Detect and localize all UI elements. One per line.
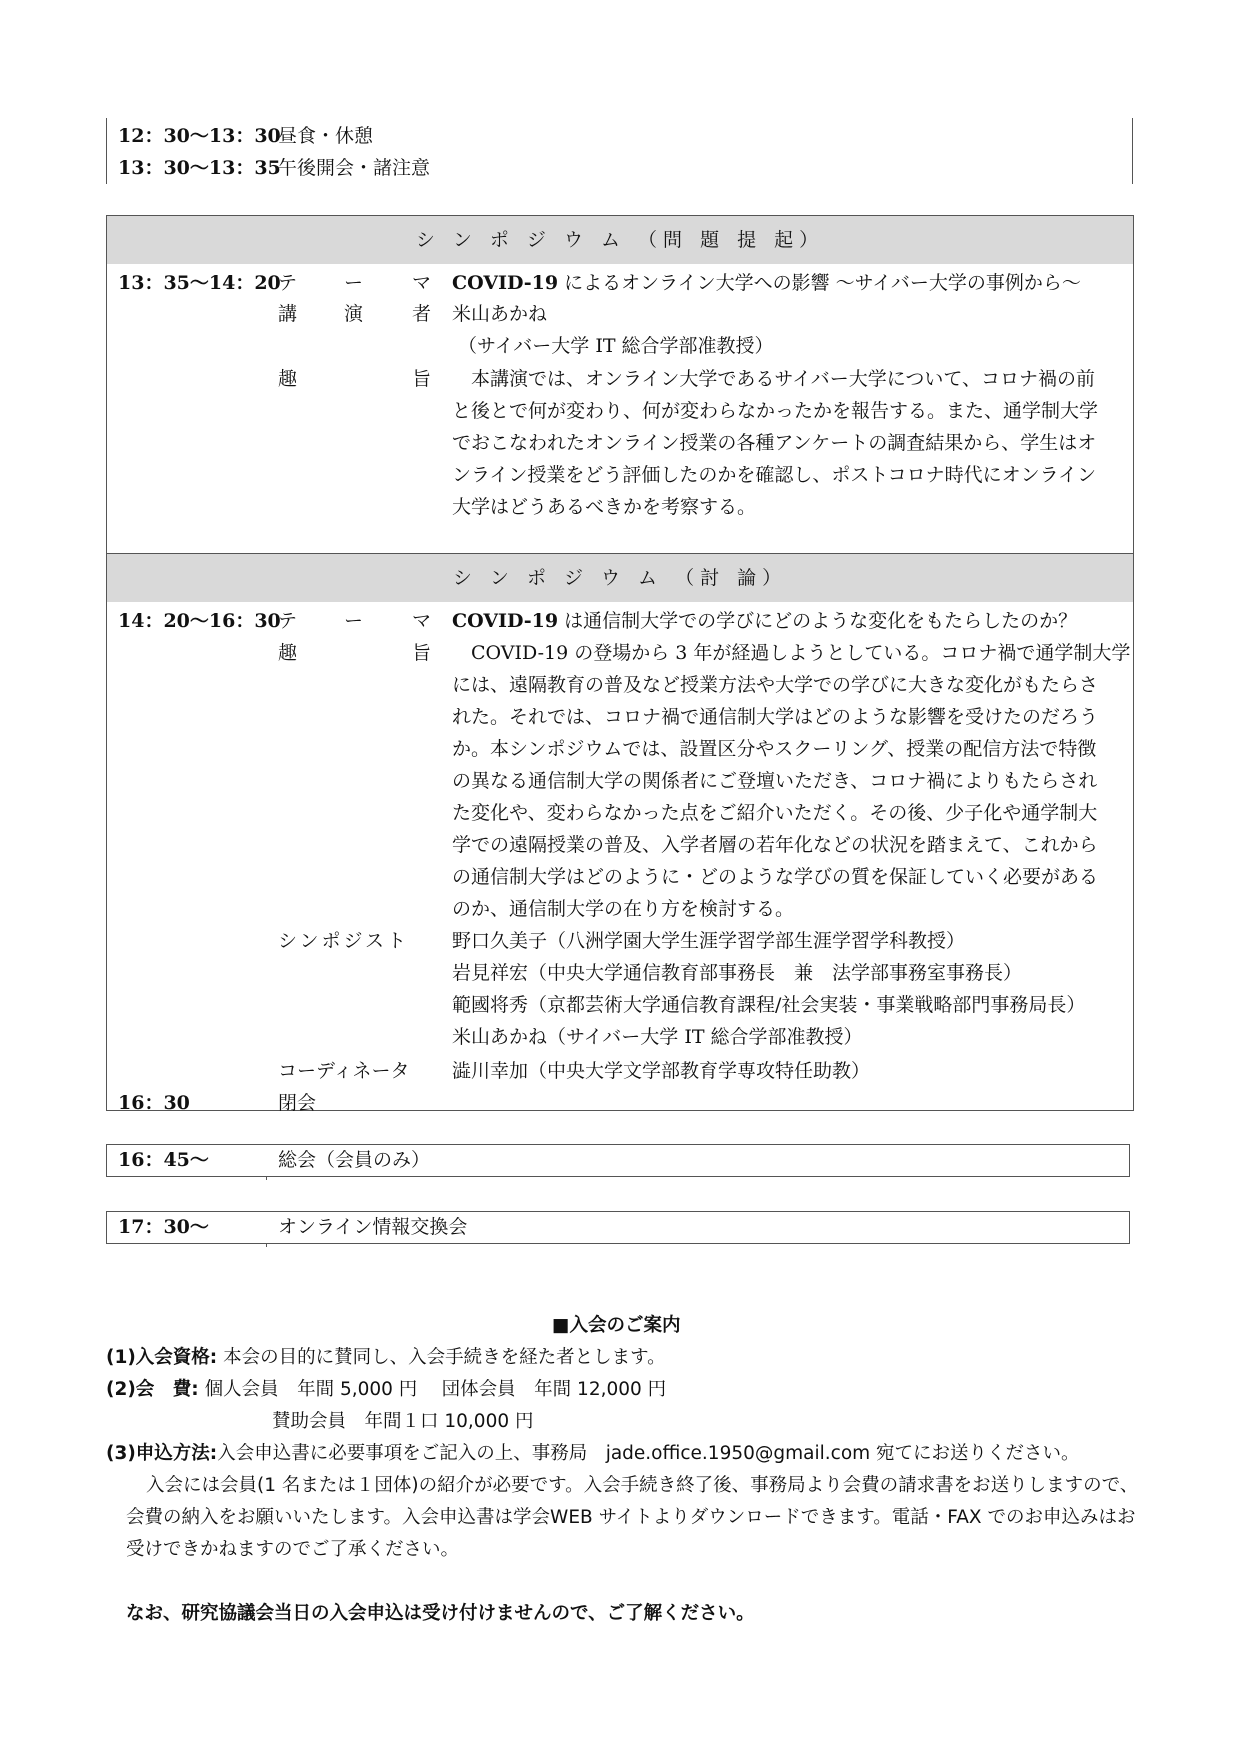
symposium-discussion-header: シ ン ポ ジ ウ ム （討 論）: [107, 554, 1133, 602]
sym2-purpose-line: れた。それでは、コロナ禍で通信制大学はどのような影響を受けたのだろう: [452, 706, 1099, 728]
sym1-purpose-line: 本講演では、オンライン大学であるサイバー大学について、コロナ禍の前: [452, 368, 1095, 390]
sym1-speaker: 米山あかね: [452, 303, 548, 325]
fee-label: (2)会 費:: [106, 1379, 199, 1400]
sym1-purpose-line: と後とで何が変わり、何が変わらなかったかを報告する。また、通学制大学: [452, 400, 1099, 422]
apply-text: 入会申込書に必要事項をご記入の上、事務局 jade.office.1950@gmail.com 宛てにお送りください。: [217, 1443, 1080, 1464]
exchange-label: オンライン情報交換会: [278, 1216, 468, 1238]
sym2-theme: COVID-19 は通信制大学での学びにどのような変化をもたらしたのか？: [452, 610, 1078, 632]
sym1-speaker-affiliation: （サイバー大学 IT 総合学部准教授）: [458, 335, 774, 357]
sym1-purpose-line: でおこなわれたオンライン授業の各種アンケートの調査結果から、学生はオ: [452, 432, 1097, 454]
top-left-border: [106, 118, 107, 184]
qualification-text: 本会の目的に賛同し、入会手続きを経た者とします。: [217, 1347, 666, 1368]
sym1-purpose-line: 大学はどうあるべきかを考察する。: [452, 496, 757, 518]
sym2-purpose-line: COVID-19 の登場から 3 年が経過しようとしている。コロナ禍で通学制大学: [452, 642, 1131, 664]
sym2-purpose-line: には、遠隔教育の普及など授業方法や大学での学びに大きな変化がもたらさ: [452, 674, 1099, 696]
sym1-purpose-line: ンライン授業をどう評価したのかを確認し、ポストコロナ時代にオンライン: [452, 464, 1097, 486]
membership-text: 会費の納入をお願いいたします。入会申込書は学会WEB サイトよりダウンロードできます。電話・FAX でのお申込みはお: [126, 1507, 1136, 1528]
afternoon-open-label: 午後開会・諸注意: [278, 157, 431, 179]
sym2-label-coordinator: コーディネータ: [278, 1060, 410, 1082]
fee-text: 個人会員 年間 5,000 円 団体会員 年間 12,000 円: [198, 1379, 667, 1400]
sym1-time: 13：35～14：20: [118, 272, 281, 294]
symposium-problem-header: シ ン ポ ジ ウ ム （問 題 提 起）: [107, 216, 1133, 264]
general-meeting-row: [106, 1144, 1130, 1177]
top-right-border: [1132, 118, 1133, 184]
sym2-purpose-line: のか、通信制大学の在り方を検討する。: [452, 898, 795, 920]
sym2-time: 14：20～16：30: [118, 610, 281, 632]
panelist: 範國将秀（京都芸術大学通信教育課程/社会実装・事業戦略部門事務局長）: [452, 994, 1086, 1016]
membership-text: 入会には会員(1 名または１団体)の紹介が必要です。入会手続き終了後、事務局より会費の請求書をお送りしますので、: [146, 1475, 1139, 1496]
sym1-theme: COVID-19 によるオンライン大学への影響 ～サイバー大学の事例から～: [452, 272, 1081, 294]
sym2-purpose-line: の異なる通信制大学の関係者にご登壇いただき、コロナ禍によりもたらされ: [452, 770, 1098, 792]
qualification-label: (1)入会資格:: [106, 1347, 218, 1368]
exchange-time: 17：30～: [118, 1216, 209, 1238]
membership-fee: [106, 1374, 666, 1406]
close-time: 16：30: [118, 1092, 190, 1114]
lunch-time: 12：30～13：30: [118, 125, 281, 147]
membership-qualification: [106, 1342, 666, 1374]
sym2-label-panelists: シンポジスト: [278, 930, 409, 952]
exchange-row: [106, 1211, 1130, 1244]
row-tick: [266, 1243, 267, 1247]
sym2-purpose-line: た変化や、変わらなかった点をご紹介いただく。その後、少子化や通学制大: [452, 802, 1098, 824]
membership-text: 受けできかねますのでご了承ください。: [126, 1539, 460, 1560]
lunch-label: 昼食・休憩: [278, 125, 374, 147]
sym2-purpose-line: か。本シンポジウムでは、設置区分やスクーリング、授業の配信方法で特徴: [452, 738, 1097, 760]
row-tick: [266, 1176, 267, 1180]
membership-apply: [106, 1438, 1080, 1470]
membership-note: なお、研究協議会当日の入会申込は受け付けませんので、ご了解ください。: [126, 1603, 755, 1624]
apply-label: (3)申込方法:: [106, 1443, 218, 1464]
supporting-fee: 賛助会員 年間１口 10,000 円: [272, 1411, 534, 1432]
sym2-purpose-line: 学での遠隔授業の普及、入学者層の若年化などの状況を踏まえて、これから: [452, 834, 1098, 856]
afternoon-open-time: 13：30～13：35: [118, 157, 281, 179]
sym2-coordinator: 澁川幸加（中央大学文学部教育学専攻特任助教）: [452, 1060, 871, 1082]
panelist: 野口久美子（八洲学園大学生涯学習学部生涯学習学科教授）: [452, 930, 966, 952]
panelist: 岩見祥宏（中央大学通信教育部事務長 兼 法学部事務室事務長）: [452, 962, 1023, 984]
close-label: 閉会: [278, 1092, 317, 1114]
general-meeting-label: 総会（会員のみ）: [278, 1149, 431, 1171]
sym2-purpose-line: の通信制大学はどのように・どのような学びの質を保証していく必要がある: [452, 866, 1099, 888]
membership-title: ■入会のご案内: [552, 1315, 681, 1336]
panelist: 米山あかね（サイバー大学 IT 総合学部准教授）: [452, 1026, 863, 1048]
general-meeting-time: 16：45～: [118, 1149, 209, 1171]
